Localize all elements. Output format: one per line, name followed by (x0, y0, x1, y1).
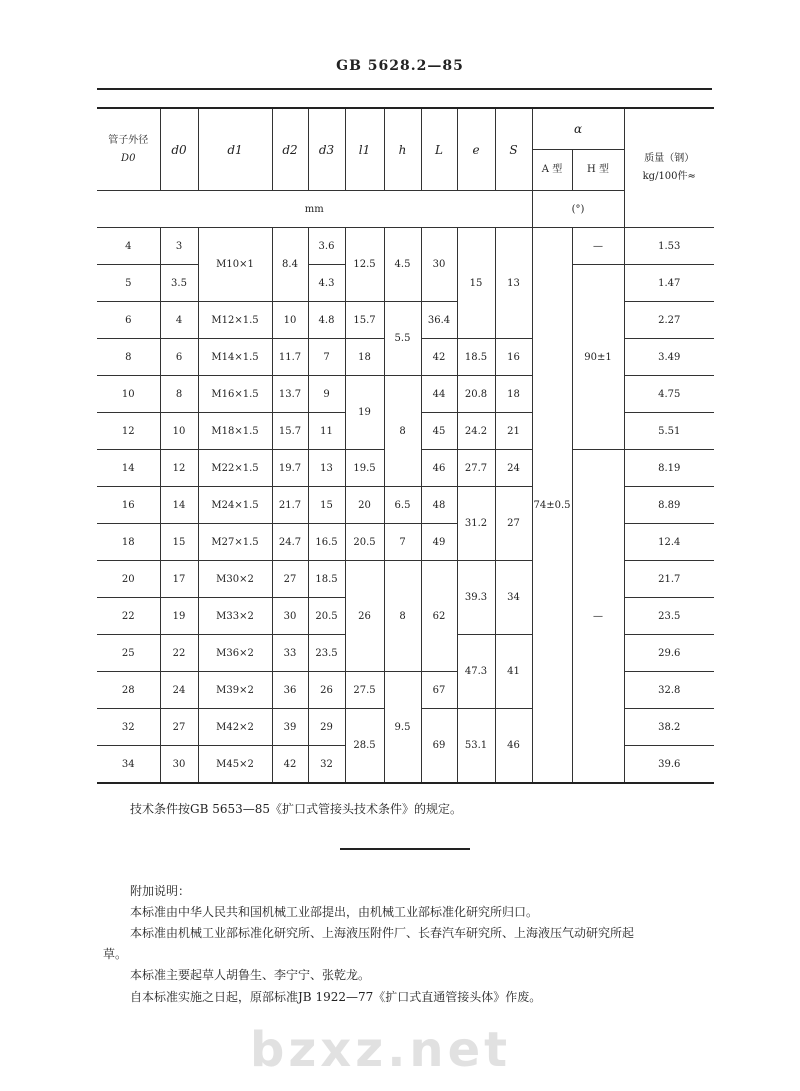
table-cell: 28.5 (345, 709, 384, 784)
table-cell: M10×1 (198, 228, 272, 302)
note-line: 自本标准实施之日起，原部标准JB 1922—77《扩口式直通管接头体》作废。 (130, 990, 542, 1004)
table-cell: 14 (97, 450, 160, 487)
table-cell: M12×1.5 (198, 302, 272, 339)
table-cell: 24.2 (457, 413, 495, 450)
note-line: 本标准主要起草人胡鲁生、李宁宁、张乾龙。 (130, 968, 371, 982)
table-cell: 11 (308, 413, 345, 450)
table-cell: 12 (97, 413, 160, 450)
table-cell: 22 (160, 635, 198, 672)
table-cell: 19.5 (345, 450, 384, 487)
header-S: S (495, 108, 532, 191)
table-cell: 24.7 (272, 524, 308, 561)
table-cell: 4.75 (624, 376, 714, 413)
table-cell: 20.5 (308, 598, 345, 635)
table-cell: M14×1.5 (198, 339, 272, 376)
table-cell: 20.5 (345, 524, 384, 561)
table-cell: 14 (160, 487, 198, 524)
table-cell: 21.7 (272, 487, 308, 524)
table-cell: 8 (97, 339, 160, 376)
table-cell: 27 (160, 709, 198, 746)
header-rule (97, 88, 712, 90)
header-pipe-od: 管子外径 D0 (97, 108, 160, 191)
header-L: L (421, 108, 457, 191)
table-cell: 4 (97, 228, 160, 265)
table-cell: 4.8 (308, 302, 345, 339)
table-cell: 62 (421, 561, 457, 672)
table-cell: 8.89 (624, 487, 714, 524)
table-cell: 24 (160, 672, 198, 709)
table-cell: 27.7 (457, 450, 495, 487)
table-cell: 42 (421, 339, 457, 376)
table-cell: 3.6 (308, 228, 345, 265)
table-cell: 45 (421, 413, 457, 450)
table-cell: 21 (495, 413, 532, 450)
table-cell: M18×1.5 (198, 413, 272, 450)
table-cell: 67 (421, 672, 457, 709)
header-h: h (384, 108, 421, 191)
table-cell: 38.2 (624, 709, 714, 746)
table-cell: M24×1.5 (198, 487, 272, 524)
header-d0: d0 (160, 108, 198, 191)
table-cell: 16 (97, 487, 160, 524)
table-cell: M22×1.5 (198, 450, 272, 487)
header-e: e (457, 108, 495, 191)
table-cell: 20.8 (457, 376, 495, 413)
table-cell: 26 (345, 561, 384, 672)
table-cell: 15.7 (272, 413, 308, 450)
table-cell: 27 (272, 561, 308, 598)
table-cell: 20 (97, 561, 160, 598)
unit-degree: (°) (532, 191, 624, 228)
table-cell: 34 (97, 746, 160, 784)
table-cell: 18 (495, 376, 532, 413)
table-cell: M39×2 (198, 672, 272, 709)
table-cell: 12 (160, 450, 198, 487)
table-cell: — (572, 228, 624, 265)
table-cell: 6 (97, 302, 160, 339)
note-line: 本标准由机械工业部标准化研究所、上海液压附件厂、长春汽车研究所、上海液压气动研究所起 (130, 926, 635, 940)
table-cell: 32.8 (624, 672, 714, 709)
note-line: 草。 (103, 947, 128, 961)
table-cell: 19 (345, 376, 384, 450)
table-cell: 36.4 (421, 302, 457, 339)
table-cell: 12.5 (345, 228, 384, 302)
table-cell: 3.5 (160, 265, 198, 302)
table-cell: 30 (272, 598, 308, 635)
table-cell: 33 (272, 635, 308, 672)
table-cell: 8.19 (624, 450, 714, 487)
table-cell: 18.5 (457, 339, 495, 376)
table-cell: 18.5 (308, 561, 345, 598)
table-cell: M42×2 (198, 709, 272, 746)
table-cell: 32 (97, 709, 160, 746)
header-h-type: H 型 (572, 150, 624, 191)
table-cell: 8 (160, 376, 198, 413)
table-cell: 4 (160, 302, 198, 339)
note-line: 本标准由中华人民共和国机械工业部提出，由机械工业部标准化研究所归口。 (130, 905, 539, 919)
table-cell: M30×2 (198, 561, 272, 598)
table-cell: 36 (272, 672, 308, 709)
table-cell: 23.5 (308, 635, 345, 672)
standard-number: GB 5628.2—85 (336, 58, 464, 74)
table-cell: M27×1.5 (198, 524, 272, 561)
table-cell: 21.7 (624, 561, 714, 598)
table-cell: 24 (495, 450, 532, 487)
table-cell: 1.53 (624, 228, 714, 265)
table-cell: 44 (421, 376, 457, 413)
table-cell: 42 (272, 746, 308, 784)
header-mass: 质量（钢） kg/100件≈ (624, 108, 714, 228)
table-cell: 3.49 (624, 339, 714, 376)
table-cell: M16×1.5 (198, 376, 272, 413)
header-alpha: α (532, 108, 624, 150)
table-cell: 25 (97, 635, 160, 672)
table-cell: 15.7 (345, 302, 384, 339)
table-cell: 13 (495, 228, 532, 339)
table-cell: 9 (308, 376, 345, 413)
table-cell: 4.5 (384, 228, 421, 302)
table-cell: 74±0.5 (532, 228, 572, 784)
table-cell: 17 (160, 561, 198, 598)
table-cell: 26 (308, 672, 345, 709)
table-cell: 19 (160, 598, 198, 635)
table-cell: 34 (495, 561, 532, 635)
table-cell: 31.2 (457, 487, 495, 561)
table-cell: 8 (384, 376, 421, 487)
table-cell: 28 (97, 672, 160, 709)
table-cell: 15 (160, 524, 198, 561)
table-cell: 27.5 (345, 672, 384, 709)
table-cell: M45×2 (198, 746, 272, 784)
table-cell: 16.5 (308, 524, 345, 561)
table-cell: 13.7 (272, 376, 308, 413)
table-cell: 8.4 (272, 228, 308, 302)
table-cell: 6.5 (384, 487, 421, 524)
table-cell: 49 (421, 524, 457, 561)
table-cell: 15 (457, 228, 495, 339)
table-cell: 18 (97, 524, 160, 561)
watermark: bzxz.net (250, 1022, 512, 1078)
table-cell: 7 (384, 524, 421, 561)
table-cell: 29.6 (624, 635, 714, 672)
table-cell: 10 (97, 376, 160, 413)
table-cell: 10 (160, 413, 198, 450)
table-cell: 90±1 (572, 265, 624, 450)
table-cell: 39.3 (457, 561, 495, 635)
table-cell: 13 (308, 450, 345, 487)
header-d3: d3 (308, 108, 345, 191)
table-cell: 8 (384, 561, 421, 672)
table-cell: 4.3 (308, 265, 345, 302)
table-cell: 5.5 (384, 302, 421, 376)
table-cell: 10 (272, 302, 308, 339)
table-cell: 32 (308, 746, 345, 784)
table-cell: 53.1 (457, 709, 495, 784)
table-cell: 69 (421, 709, 457, 784)
unit-mm: mm (97, 191, 532, 228)
table-cell: 19.7 (272, 450, 308, 487)
table-cell: 16 (495, 339, 532, 376)
table-cell: 20 (345, 487, 384, 524)
additional-notes-title: 附加说明： (130, 884, 191, 898)
dimensions-table (97, 107, 714, 784)
table-cell: 9.5 (384, 672, 421, 784)
table-cell: 2.27 (624, 302, 714, 339)
header-a-type: A 型 (532, 150, 572, 191)
table-cell: 11.7 (272, 339, 308, 376)
table-cell: 48 (421, 487, 457, 524)
table-cell: 7 (308, 339, 345, 376)
table-cell: 15 (308, 487, 345, 524)
table-cell: 22 (97, 598, 160, 635)
table-cell: 41 (495, 635, 532, 709)
table-cell: M36×2 (198, 635, 272, 672)
table-cell: 5.51 (624, 413, 714, 450)
table-cell: 12.4 (624, 524, 714, 561)
table-cell: 39 (272, 709, 308, 746)
header-d1: d1 (198, 108, 272, 191)
table-row (97, 228, 714, 265)
table-cell: 30 (421, 228, 457, 302)
table-cell: 47.3 (457, 635, 495, 709)
table-cell: 29 (308, 709, 345, 746)
section-divider (340, 848, 470, 850)
header-d2: d2 (272, 108, 308, 191)
table-cell: 1.47 (624, 265, 714, 302)
table-cell: 3 (160, 228, 198, 265)
table-cell: 30 (160, 746, 198, 784)
table-cell: 27 (495, 487, 532, 561)
tech-conditions-note: 技术条件按GB 5653—85《扩口式管接头技术条件》的规定。 (130, 802, 463, 816)
table-cell: 18 (345, 339, 384, 376)
table-cell: 5 (97, 265, 160, 302)
table-cell: 23.5 (624, 598, 714, 635)
table-cell: M33×2 (198, 598, 272, 635)
table-cell: 46 (495, 709, 532, 784)
table-cell: 46 (421, 450, 457, 487)
table-cell: — (572, 450, 624, 784)
table-cell: 39.6 (624, 746, 714, 784)
table-cell: 6 (160, 339, 198, 376)
header-l1: l1 (345, 108, 384, 191)
